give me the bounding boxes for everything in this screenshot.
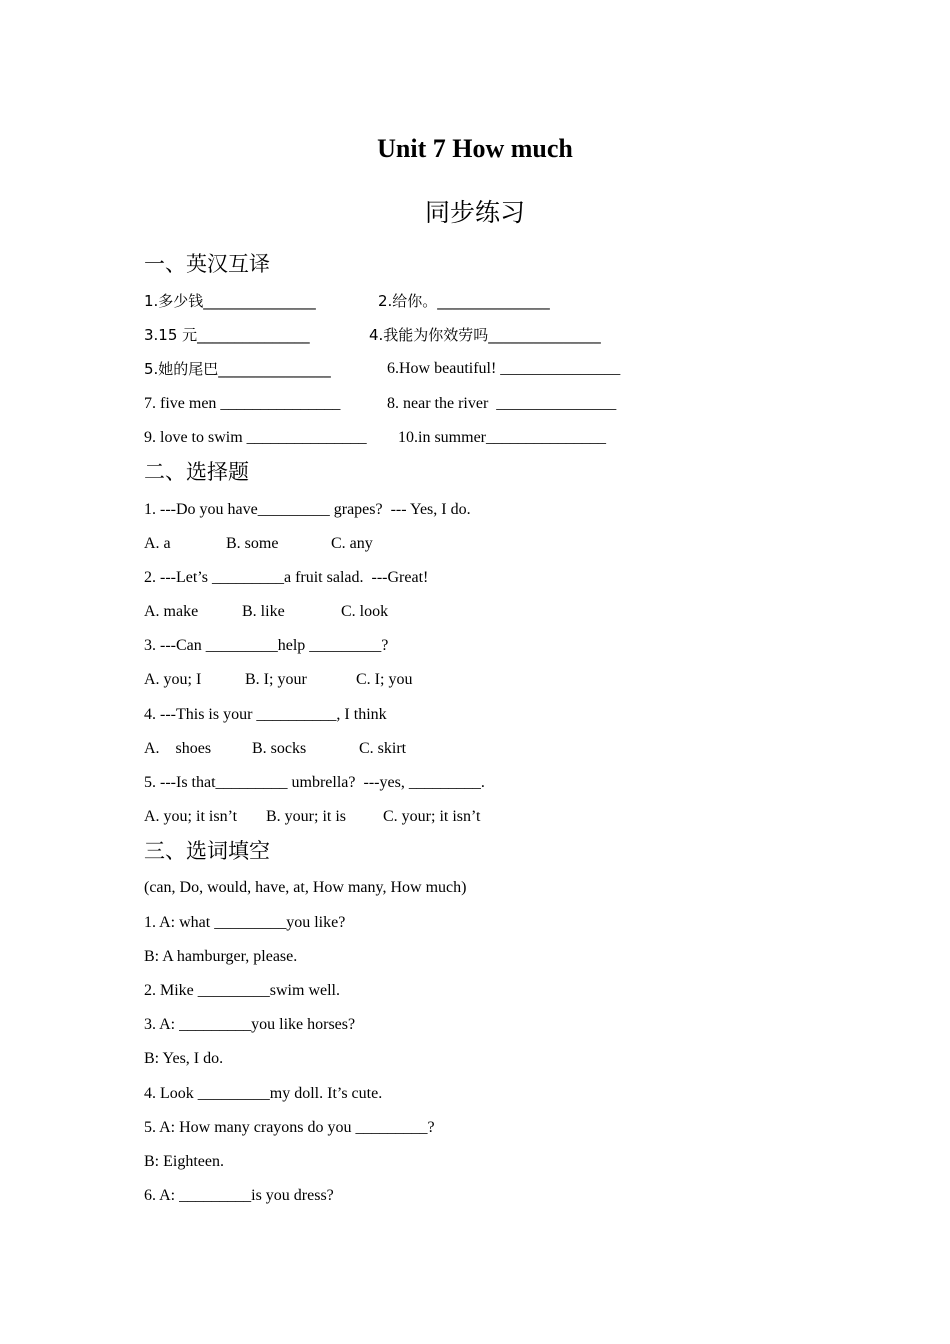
- translation-item: 8. near the river _______________: [387, 395, 617, 412]
- fill-line: 6. A: _________is you dress?: [144, 1187, 334, 1204]
- question-text: 1. ---Do you have_________ grapes? --- Yes, I do.: [144, 501, 471, 518]
- option: C. skirt: [359, 740, 407, 757]
- option: C. I; you: [356, 671, 413, 688]
- page-title: Unit 7 How much: [377, 134, 573, 163]
- translation-item: 6.How beautiful! _______________: [387, 360, 621, 377]
- translation-item: 7. five men _______________: [144, 395, 341, 412]
- option: C. look: [341, 603, 389, 620]
- option: B. socks: [252, 740, 307, 757]
- translation-item: 3.15 元_______________: [144, 326, 310, 344]
- fill-line: B: A hamburger, please.: [144, 948, 298, 965]
- page-subtitle: 同步练习: [424, 198, 525, 227]
- translation-item: 1.多少钱_______________: [144, 292, 316, 310]
- option: B. I; your: [245, 671, 307, 688]
- option: C. your; it isn’t: [383, 808, 481, 825]
- translation-item: 10.in summer_______________: [398, 429, 606, 446]
- word-bank: (can, Do, would, have, at, How many, How much): [144, 879, 467, 896]
- fill-line: 1. A: what _________you like?: [144, 914, 346, 931]
- fill-line: 4. Look _________my doll. It’s cute.: [144, 1085, 383, 1102]
- section-heading-fill-in: 三、选词填空: [144, 839, 270, 863]
- option: B. your; it is: [266, 808, 347, 825]
- translation-item: 5.她的尾巴_______________: [144, 360, 331, 378]
- question-text: 3. ---Can _________help _________?: [144, 637, 389, 654]
- fill-line: 5. A: How many crayons do you _________?: [144, 1119, 435, 1136]
- translation-item: 2.给你。_______________: [378, 292, 550, 310]
- translation-item: 9. love to swim _______________: [144, 429, 367, 446]
- option: A. you; I: [144, 671, 202, 688]
- option: C. any: [331, 535, 373, 552]
- fill-line: B: Eighteen.: [144, 1153, 224, 1170]
- translation-item: 4.我能为你效劳吗_______________: [369, 326, 601, 344]
- section-heading-translation: 一、英汉互译: [144, 252, 270, 276]
- question-text: 4. ---This is your __________, I think: [144, 706, 387, 723]
- fill-line: 2. Mike _________swim well.: [144, 982, 340, 999]
- question-text: 2. ---Let’s _________a fruit salad. ---Great!: [144, 569, 429, 586]
- fill-line: B: Yes, I do.: [144, 1050, 224, 1067]
- option: A. make: [144, 603, 199, 620]
- fill-line: 3. A: _________you like horses?: [144, 1016, 356, 1033]
- option: A. a: [144, 535, 171, 552]
- option: B. like: [242, 603, 285, 620]
- question-text: 5. ---Is that_________ umbrella? ---yes, _________.: [144, 774, 485, 791]
- option: A. shoes: [144, 740, 212, 757]
- option: A. you; it isn’t: [144, 808, 238, 825]
- section-heading-multiple-choice: 二、选择题: [144, 460, 249, 484]
- option: B. some: [226, 535, 279, 552]
